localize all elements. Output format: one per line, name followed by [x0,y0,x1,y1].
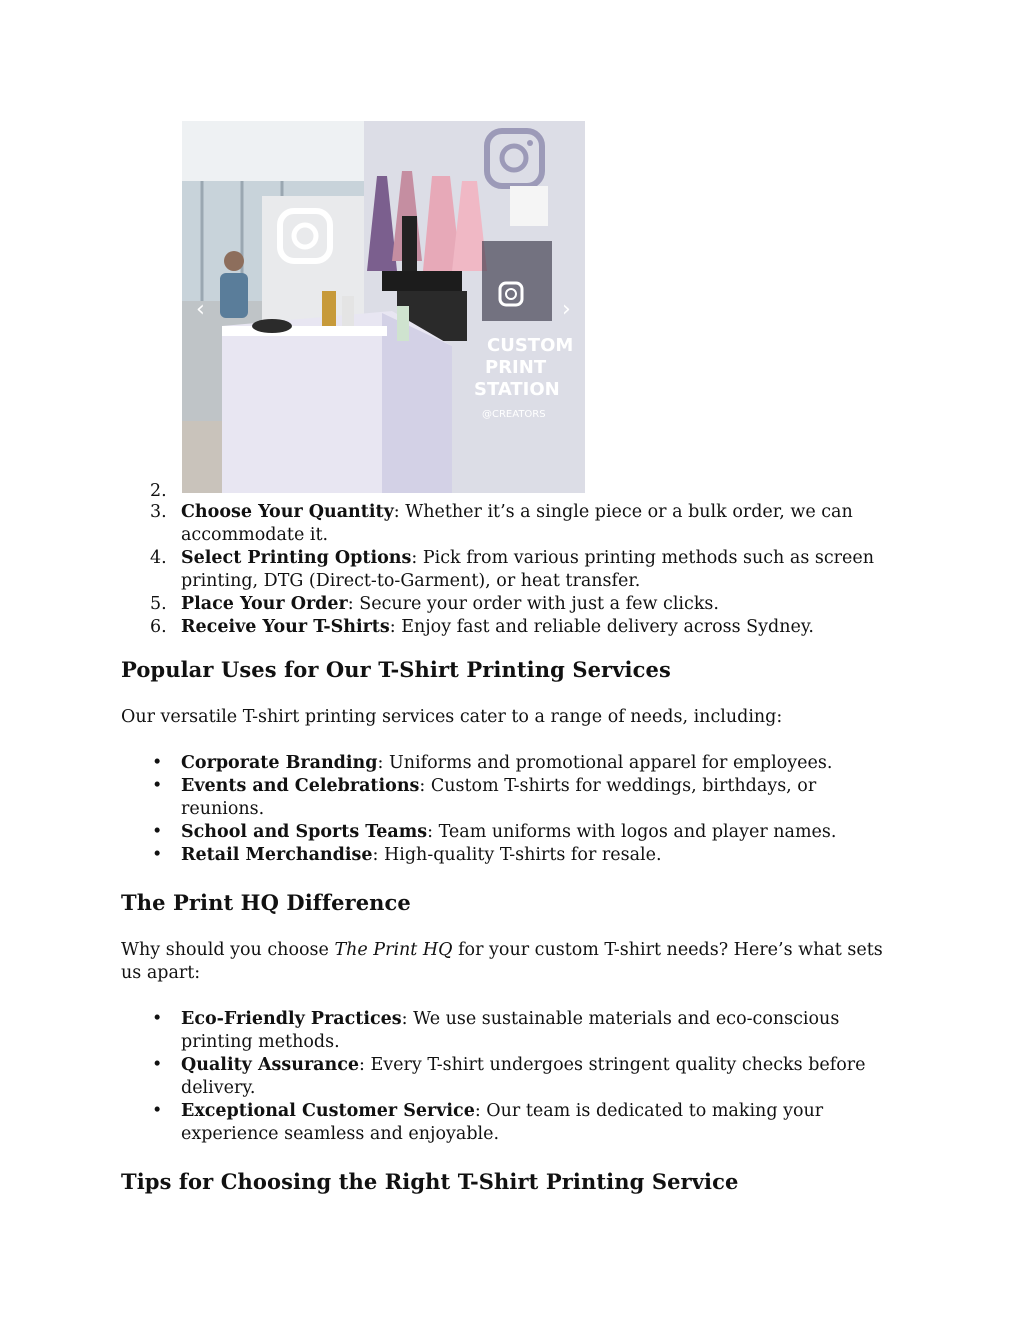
carousel-next-icon[interactable]: › [562,297,571,322]
item-title: Corporate Branding [181,753,378,773]
list-item [0,1100,1024,1146]
item-title: Exceptional Customer Service [181,1101,475,1121]
item-text: : Team uniforms with logos and player names. [427,822,837,842]
list-item [0,1008,1024,1054]
list-item [0,593,1024,616]
item-title: Retail Merchandise [181,845,373,865]
carousel-prev-icon[interactable]: ‹ [196,297,205,322]
item-text: : Uniforms and promotional apparel for employees. [377,753,833,773]
bullet-icon: • [152,1009,163,1029]
sign-handle: @CREATORS [482,409,546,420]
item-text: : Every T-shirt undergoes stringent quality checks before delivery. [181,1055,866,1098]
list-item [0,1054,1024,1100]
section-heading-tips: Tips for Choosing the Right T-Shirt Printing Service [121,1169,739,1194]
booth-photo [182,121,585,493]
bullet-icon: • [152,776,163,796]
list-item [0,616,1024,639]
step-title: Choose Your Quantity [181,502,394,522]
bullet-icon: • [152,822,163,842]
step-number: 4. [150,548,167,568]
intro-text: for your custom T-shirt needs? Here’s what sets us apart: [121,940,883,983]
list-item [0,480,1024,501]
item-title: Quality Assurance [181,1055,360,1075]
list-item [0,775,1024,821]
step-number: 3. [150,502,167,522]
intro-text: Why should you choose [121,940,335,960]
section-heading-difference: The Print HQ Difference [121,890,411,915]
step-title: Select Printing Options [181,548,412,568]
uses-intro: Our versatile T-shirt printing services cater to a range of needs, including: [121,707,783,727]
step-text: : Enjoy fast and reliable delivery across Sydney. [389,617,814,637]
item-title: Eco-Friendly Practices [181,1009,402,1029]
list-item [0,547,1024,593]
sign-line-3: STATION [474,379,560,400]
item-text: : Custom T-shirts for weddings, birthdays, or reunions. [181,776,817,819]
uses-list [0,752,1024,867]
difference-intro [121,939,901,985]
ordering-steps-list [0,480,1024,639]
step-title: Receive Your T-Shirts [181,617,390,637]
item-title: School and Sports Teams [181,822,428,842]
list-item [0,501,1024,547]
step-text: : Pick from various printing methods such as screen printing, DTG (Direct-to-Garment), or heat transfer. [181,548,874,591]
list-item [0,821,1024,844]
sign-line-2: PRINT [485,357,547,378]
step-number: 2. [150,481,167,501]
step-number: 6. [150,617,167,637]
sign-line-1: CUSTOM [487,335,574,356]
bullet-icon: • [152,753,163,773]
item-title: Events and Celebrations [181,776,420,796]
section-heading-uses: Popular Uses for Our T-Shirt Printing Services [121,657,671,682]
item-text: : High-quality T-shirts for resale. [372,845,662,865]
step-number: 5. [150,594,167,614]
list-item [0,844,1024,867]
item-text: : We use sustainable materials and eco-conscious printing methods. [181,1009,840,1052]
booth-photo-illustration [182,121,585,493]
step-title: Place Your Order [181,594,348,614]
step-text: : Whether it’s a single piece or a bulk order, we can accommodate it. [181,502,853,545]
bullet-icon: • [152,1101,163,1121]
difference-list [0,1008,1024,1146]
bullet-icon: • [152,845,163,865]
step-text: : Secure your order with just a few clicks. [347,594,719,614]
brand-name: The Print HQ [334,940,453,960]
item-text: : Our team is dedicated to making your experience seamless and enjoyable. [181,1101,824,1144]
bullet-icon: • [152,1055,163,1075]
list-item [0,752,1024,775]
